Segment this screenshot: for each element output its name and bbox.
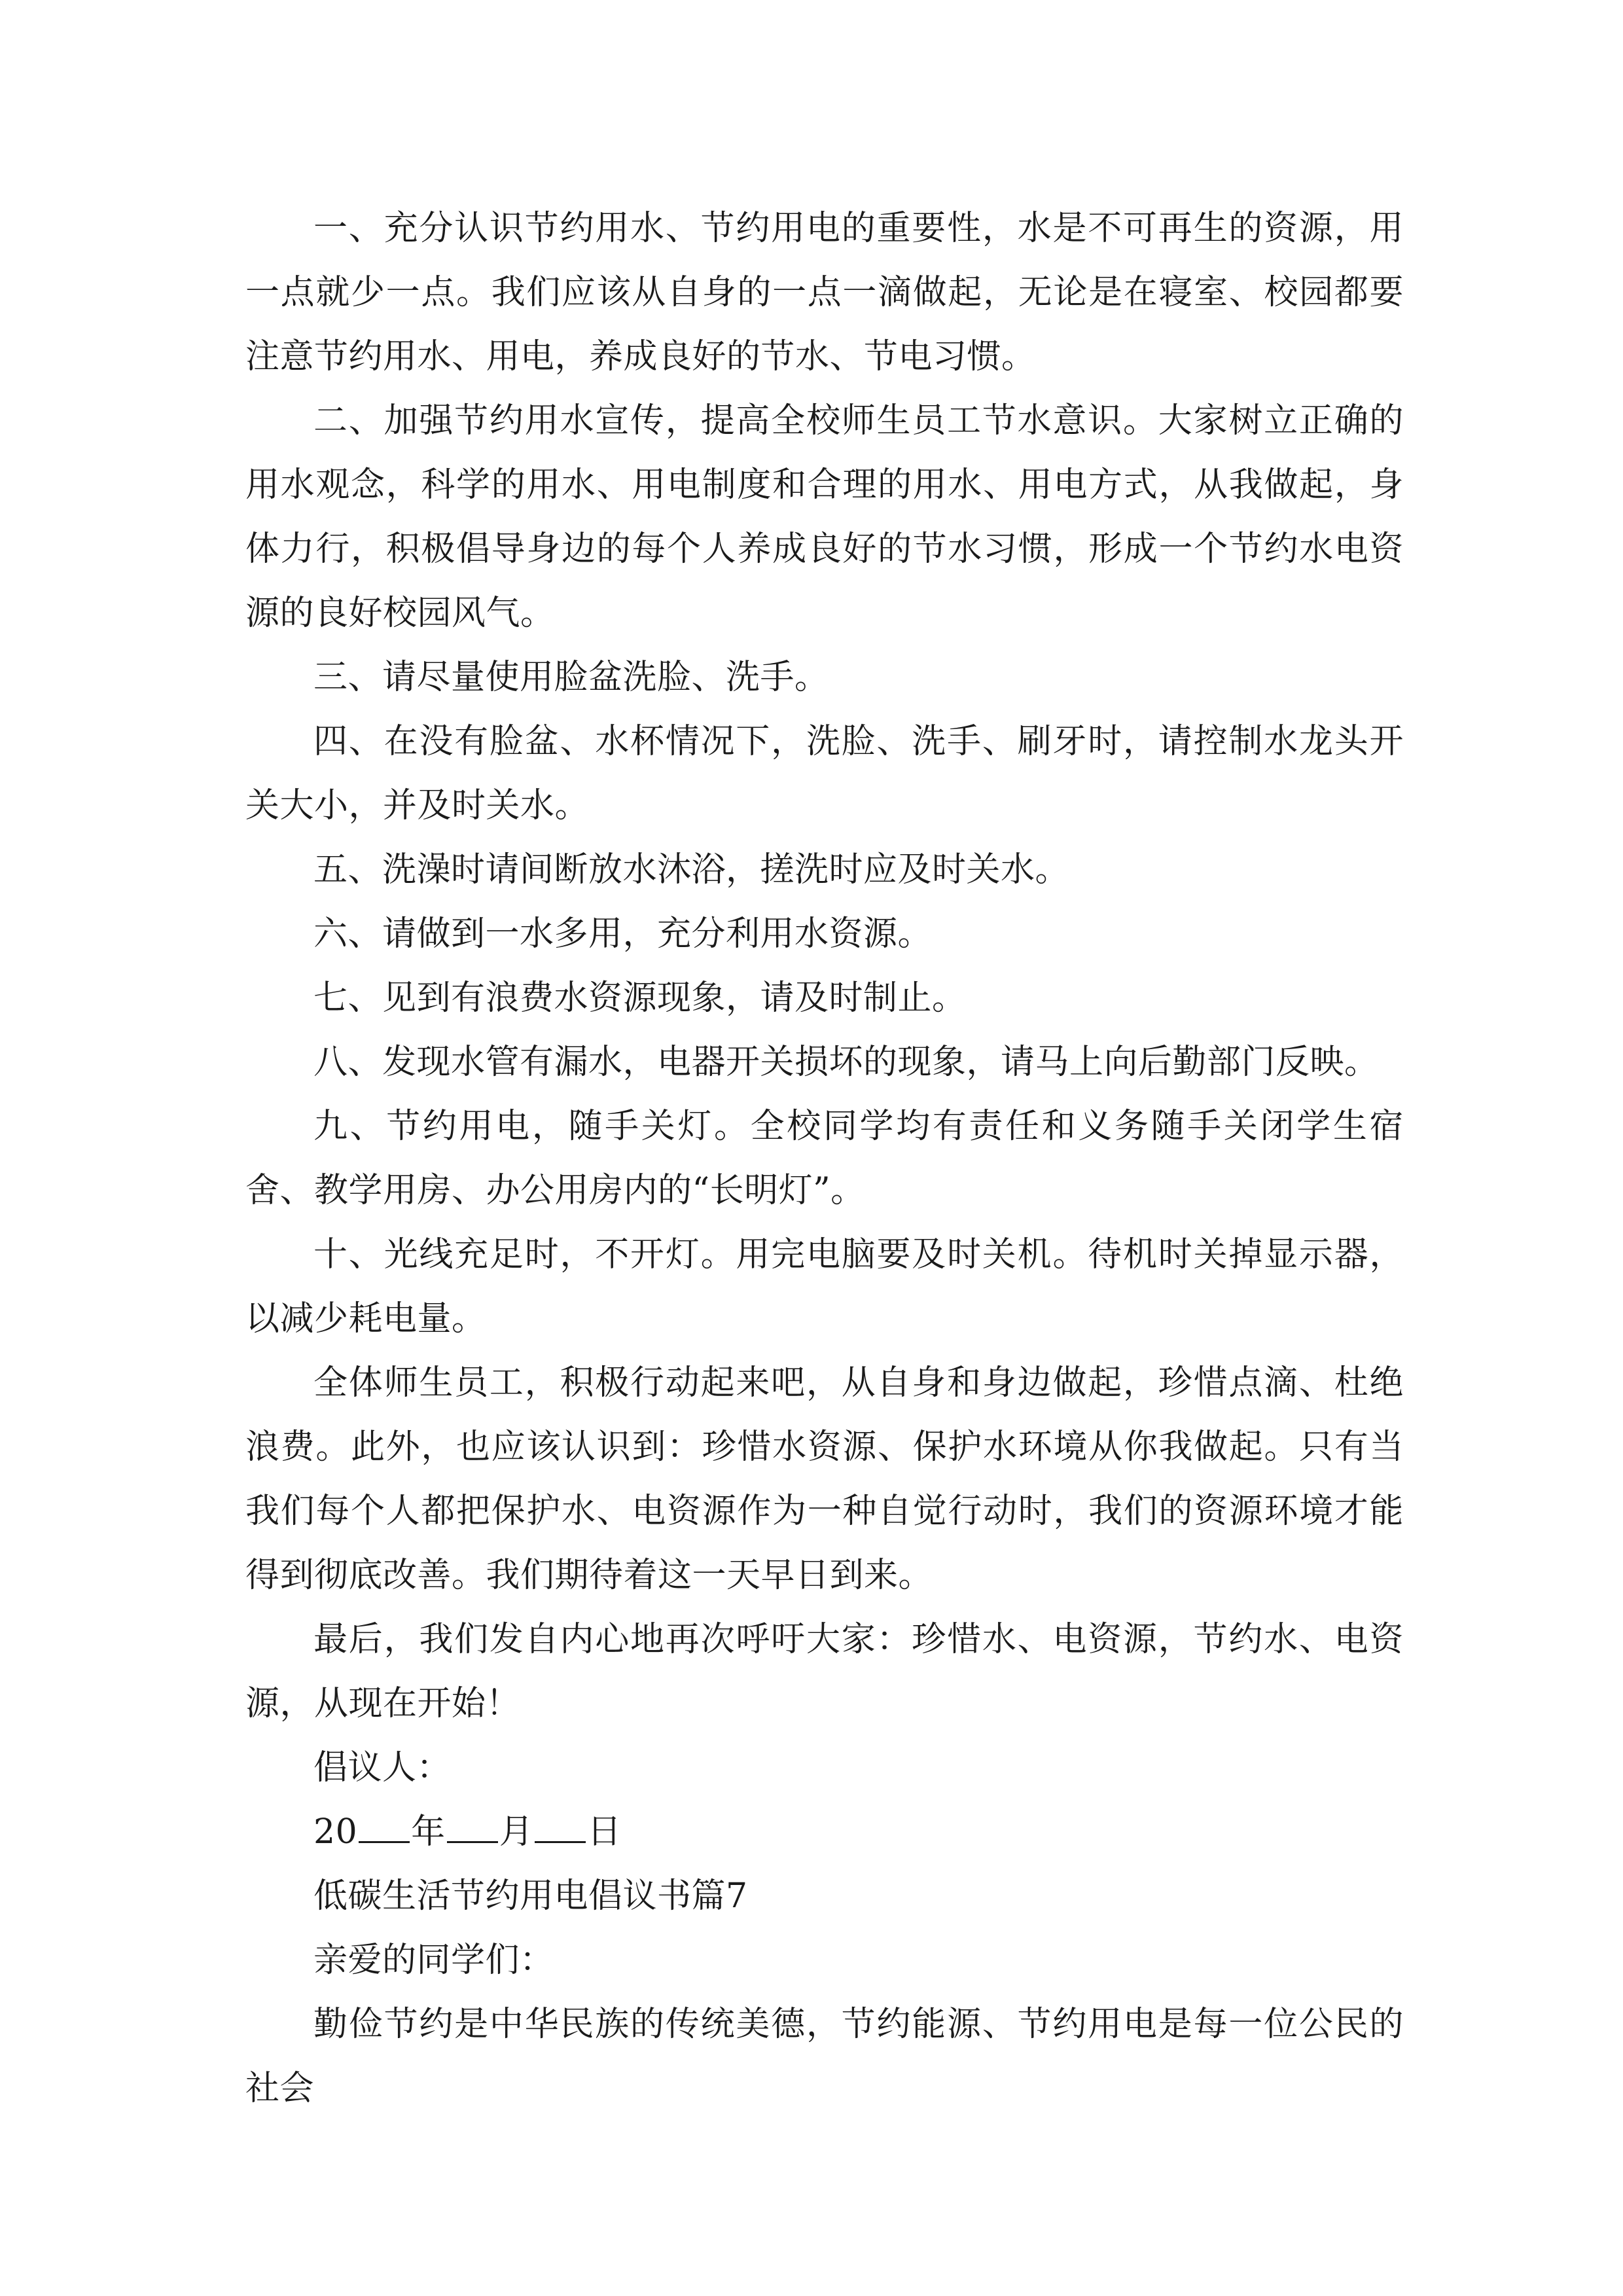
paragraph-7: 七、见到有浪费水资源现象，请及时制止。	[313, 978, 967, 1018]
date-prefix: 20	[313, 1812, 358, 1852]
date-line	[245, 1800, 1404, 1864]
opening-paragraph: 勤俭节约是中华民族的传统美德，节约能源、节约用电是每一位公民的社会	[245, 2005, 1404, 2108]
paragraph-4: 四、在没有脸盆、水杯情况下，洗脸、洗手、刷牙时，请控制水龙头开关大小，并及时关水。	[245, 722, 1404, 825]
paragraph-12: 最后，我们发自内心地再次呼吁大家：珍惜水、电资源，节约水、电资源，从现在开始！	[245, 1620, 1404, 1723]
section-title: 低碳生活节约用电倡议书篇7	[313, 1876, 748, 1916]
paragraph-10: 十、光线充足时，不开灯。用完电脑要及时关机。待机时关掉显示器，以减少耗电量。	[245, 1235, 1404, 1338]
document-body	[245, 196, 1404, 2121]
date-day: 日	[587, 1812, 622, 1852]
paragraph-11: 全体师生员工，积极行动起来吧，从自身和身边做起，珍惜点滴、杜绝浪费。此外，也应该认识到：珍惜水资源、保护水环境从你我做起。只有当我们每个人都把保护水、电资源作为一种自觉行动时，我们的资源环境才能得到彻底改善。我们期待着这一天早日到来。	[245, 1363, 1404, 1595]
date-year: 年	[411, 1812, 446, 1852]
month-blank	[447, 1812, 498, 1843]
date-month: 月	[499, 1812, 534, 1852]
paragraph-9: 九、节约用电，随手关灯。全校同学均有责任和义务随手关闭学生宿舍、教学用房、办公用房内的“长明灯”。	[245, 1107, 1404, 1210]
greeting: 亲爱的同学们：	[313, 1941, 554, 1980]
paragraph-5: 五、洗澡时请间断放水沐浴，搓洗时应及时关水。	[313, 850, 1070, 889]
day-blank	[535, 1812, 586, 1843]
paragraph-8: 八、发现水管有漏水，电器开关损坏的现象，请马上向后勤部门反映。	[313, 1043, 1379, 1082]
paragraph-3: 三、请尽量使用脸盆洗脸、洗手。	[313, 658, 829, 697]
paragraph-1: 一、充分认识节约用水、节约用电的重要性，水是不可再生的资源，用一点就少一点。我们应该从自身的一点一滴做起，无论是在寝室、校园都要注意节约用水、用电，养成良好的节水、节电习惯。	[245, 209, 1404, 376]
year-blank	[359, 1812, 410, 1843]
proposer-label: 倡议人：	[313, 1748, 452, 1787]
paragraph-6: 六、请做到一水多用，充分利用水资源。	[313, 914, 933, 954]
paragraph-2: 二、加强节约用水宣传，提高全校师生员工节水意识。大家树立正确的用水观念，科学的用水、用电制度和合理的用水、用电方式，从我做起，身体力行，积极倡导身边的每个人养成良好的节水习惯，形成一个节约水电资源的良好校园风气。	[245, 401, 1404, 633]
